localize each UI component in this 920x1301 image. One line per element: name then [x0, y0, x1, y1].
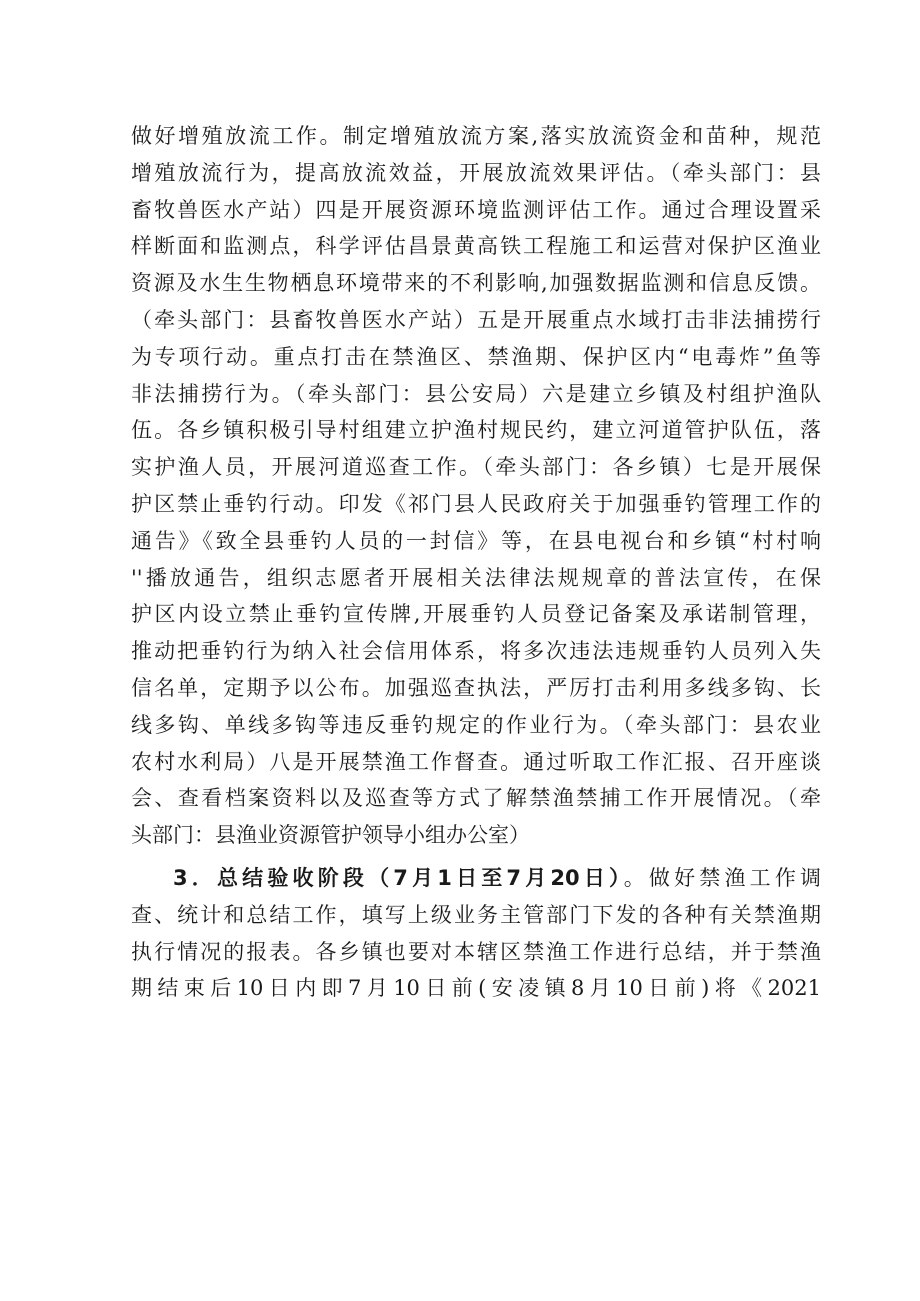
text-line: 增殖放流行为，提高放流效益，开展放流效果评估。（牵头部门：县	[131, 160, 821, 185]
text-line: 护区禁止垂钓行动。印发《祁门县人民政府关于加强垂钓管理工作的	[131, 491, 821, 516]
text-line: 农村水利局）八是开展禁渔工作督查。通过听取工作汇报、召开座谈	[131, 749, 821, 774]
text-line: 通告》《致全县垂钓人员的一封信》等，在县电视台和乡镇“村村响	[131, 528, 821, 553]
text-line: 线多钩、单线多钩等违反垂钓规定的作业行为。（牵头部门：县农业	[131, 712, 821, 737]
text-line: 信名单，定期予以公布。加强巡查执法，严厉打击利用多线多钩、长	[131, 675, 821, 700]
text-line: （牵头部门：县畜牧兽医水产站）五是开展重点水域打击非法捕捞行	[131, 307, 821, 332]
text-line	[131, 860, 821, 897]
text-line: 非法捕捞行为。（牵头部门：县公安局）六是建立乡镇及村组护渔队	[131, 381, 821, 406]
text-line: 资源及水生生物栖息环境带来的不利影响,加强数据监测和信息反馈。	[131, 271, 821, 296]
document-page	[131, 118, 821, 1007]
text-line: 样断面和监测点，科学评估昌景黄高铁工程施工和运营对保护区渔业	[131, 234, 821, 259]
text-line: 期结束后10日内即7月10日前(安凌镇8月10日前)将《2021	[131, 976, 821, 1001]
text-line: 实护渔人员，开展河道巡查工作。（牵头部门：各乡镇）七是开展保	[131, 455, 821, 480]
text-line: 畜牧兽医水产站）四是开展资源环境监测评估工作。通过合理设置采	[131, 197, 821, 222]
text-line: 查、统计和总结工作，填写上级业务主管部门下发的各种有关禁渔期	[131, 902, 821, 927]
paragraph-continuation	[131, 118, 821, 854]
text-line: 头部门：县渔业资源管护领导小组办公室）	[131, 823, 530, 848]
text-line: 会、查看档案资料以及巡查等方式了解禁渔禁捕工作开展情况。（牵	[131, 786, 821, 811]
text-line: 做好增殖放流工作。制定增殖放流方案,落实放流资金和苗种，规范	[131, 124, 821, 148]
text-line: 为专项行动。重点打击在禁渔区、禁渔期、保护区内“电毒炸”鱼等	[131, 344, 821, 369]
paragraph-summary-stage	[131, 860, 821, 1007]
text-line: 执行情况的报表。各乡镇也要对本辖区禁渔工作进行总结，并于禁渔	[131, 939, 821, 964]
text-line: 伍。各乡镇积极引导村组建立护渔村规民约，建立河道管护队伍，落	[131, 418, 821, 443]
text-line: 推动把垂钓行为纳入社会信用体系，将多次违法违规垂钓人员列入失	[131, 639, 821, 664]
section-heading: 3．总结验收阶段（7月1日至7月20日）	[173, 865, 624, 890]
heading-trailing-text: 。做好禁渔工作调	[623, 865, 821, 890]
text-line: ''播放通告，组织志愿者开展相关法律法规规章的普法宣传，在保	[131, 565, 821, 590]
text-line: 护区内设立禁止垂钓宣传牌,开展垂钓人员登记备案及承诺制管理，	[131, 602, 821, 627]
